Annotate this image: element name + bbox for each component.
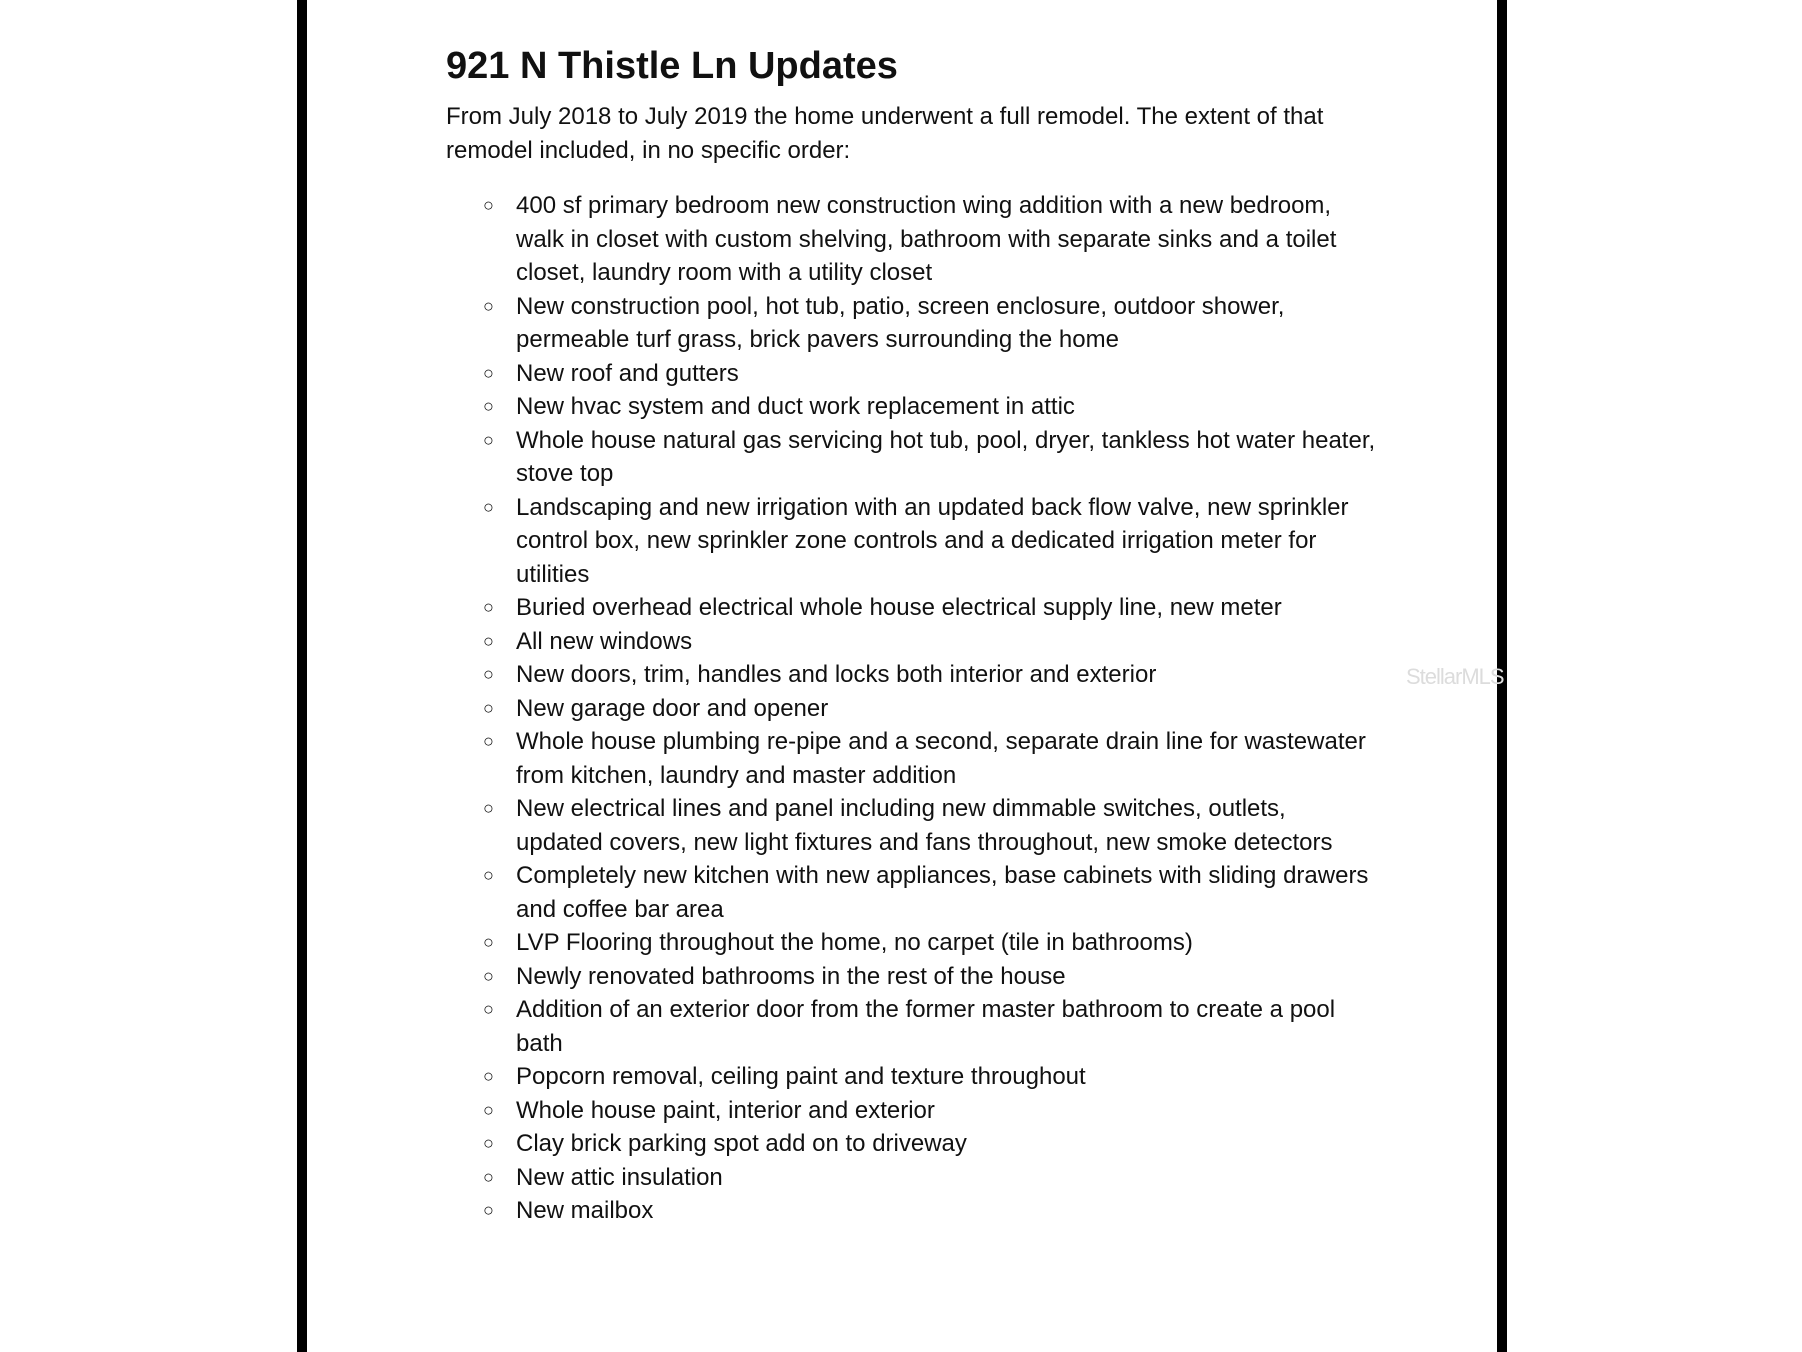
list-item-text: New hvac system and duct work replacement in attic: [516, 393, 1075, 420]
list-item-text: Newly renovated bathrooms in the rest of the house: [516, 962, 1066, 990]
page-border-left: [297, 0, 307, 1352]
document-title: 921 N Thistle Ln Updates: [446, 45, 898, 87]
list-item-text: New garage door and opener: [516, 694, 829, 722]
updates-list: [446, 189, 1376, 1228]
list-item: [446, 424, 1376, 491]
list-item-text: Whole house plumbing re-pipe and a second, separate drain line for wastewater from kitchen, laundry and master addition: [516, 728, 1366, 789]
list-item: [446, 357, 1376, 391]
list-item-text: New attic insulation: [516, 1163, 723, 1191]
list-item: [446, 926, 1376, 960]
bullet-icon: ○: [483, 429, 494, 450]
watermark: StellarMLS: [1406, 664, 1504, 689]
list-item: [446, 591, 1376, 625]
bullet-icon: ○: [483, 1066, 494, 1086]
bullet-icon: ○: [483, 965, 494, 986]
list-item-text: New mailbox: [516, 1197, 654, 1224]
list-item: [446, 658, 1376, 692]
list-item: [446, 189, 1376, 290]
bullet-icon: ○: [483, 496, 494, 517]
list-item: [446, 290, 1376, 357]
intro-paragraph: From July 2018 to July 2019 the home underwent a full remodel. The extent of that remodel included, in no specific order:: [446, 103, 1324, 164]
list-item-text: Landscaping and new irrigation with an updated back flow valve, new sprinkler control box, new sprinkler zone controls and a dedicated irrigation meter for utilities: [516, 493, 1349, 588]
list-item-text: All new windows: [516, 627, 693, 655]
bullet-icon: ○: [483, 664, 494, 684]
bullet-icon: ○: [483, 1133, 494, 1153]
bullet-icon: ○: [483, 999, 494, 1019]
bullet-icon: ○: [483, 295, 494, 316]
bullet-icon: ○: [483, 932, 494, 952]
list-item: [446, 859, 1376, 926]
bullet-icon: ○: [483, 798, 494, 818]
list-item: [446, 390, 1376, 424]
list-item: [446, 792, 1376, 859]
list-item-text: New roof and gutters: [516, 359, 739, 387]
list-item: [446, 1127, 1376, 1161]
list-item-text: Addition of an exterior door from the former master bathroom to create a pool bath: [516, 996, 1336, 1057]
list-item-text: Completely new kitchen with new appliances, base cabinets with sliding drawers and coffee bar area: [516, 862, 1369, 923]
list-item-text: Clay brick parking spot add on to driveway: [516, 1130, 967, 1157]
bullet-icon: ○: [483, 396, 494, 416]
bullet-icon: ○: [483, 1166, 494, 1187]
list-item-text: Buried overhead electrical whole house electrical supply line, new meter: [516, 594, 1282, 621]
document-page: [446, 40, 1376, 1228]
bullet-icon: ○: [483, 1099, 494, 1120]
bullet-icon: ○: [483, 1200, 494, 1220]
list-item: [446, 725, 1376, 792]
bullet-icon: ○: [483, 731, 494, 751]
list-item: [446, 993, 1376, 1060]
bullet-icon: ○: [483, 597, 494, 617]
list-item: [446, 1094, 1376, 1128]
list-item-text: Popcorn removal, ceiling paint and texture throughout: [516, 1063, 1086, 1090]
list-item-text: New doors, trim, handles and locks both interior and exterior: [516, 661, 1157, 688]
list-item-text: LVP Flooring throughout the home, no carpet (tile in bathrooms): [516, 929, 1193, 956]
bullet-icon: ○: [483, 697, 494, 718]
list-item-text: 400 sf primary bedroom new construction wing addition with a new bedroom, walk in closet with custom shelving, bathroom with separate sinks and a toilet closet, laundry room with a utility closet: [516, 192, 1337, 286]
list-item: [446, 625, 1376, 659]
list-item-text: Whole house natural gas servicing hot tub, pool, dryer, tankless hot water heater, stove top: [516, 426, 1376, 487]
list-item-text: New electrical lines and panel including new dimmable switches, outlets, updated covers, new light fixtures and fans throughout, new smoke detectors: [516, 795, 1333, 856]
bullet-icon: ○: [483, 362, 494, 383]
bullet-icon: ○: [483, 195, 494, 215]
bullet-icon: ○: [483, 865, 494, 885]
list-item: [446, 1194, 1376, 1228]
list-item-text: New construction pool, hot tub, patio, screen enclosure, outdoor shower, permeable turf grass, brick pavers surrounding the home: [516, 292, 1285, 353]
list-item-text: Whole house paint, interior and exterior: [516, 1096, 935, 1124]
list-item: [446, 1060, 1376, 1094]
list-item: [446, 1161, 1376, 1195]
bullet-icon: ○: [483, 630, 494, 651]
list-item: [446, 960, 1376, 994]
list-item: [446, 692, 1376, 726]
list-item: [446, 491, 1376, 592]
